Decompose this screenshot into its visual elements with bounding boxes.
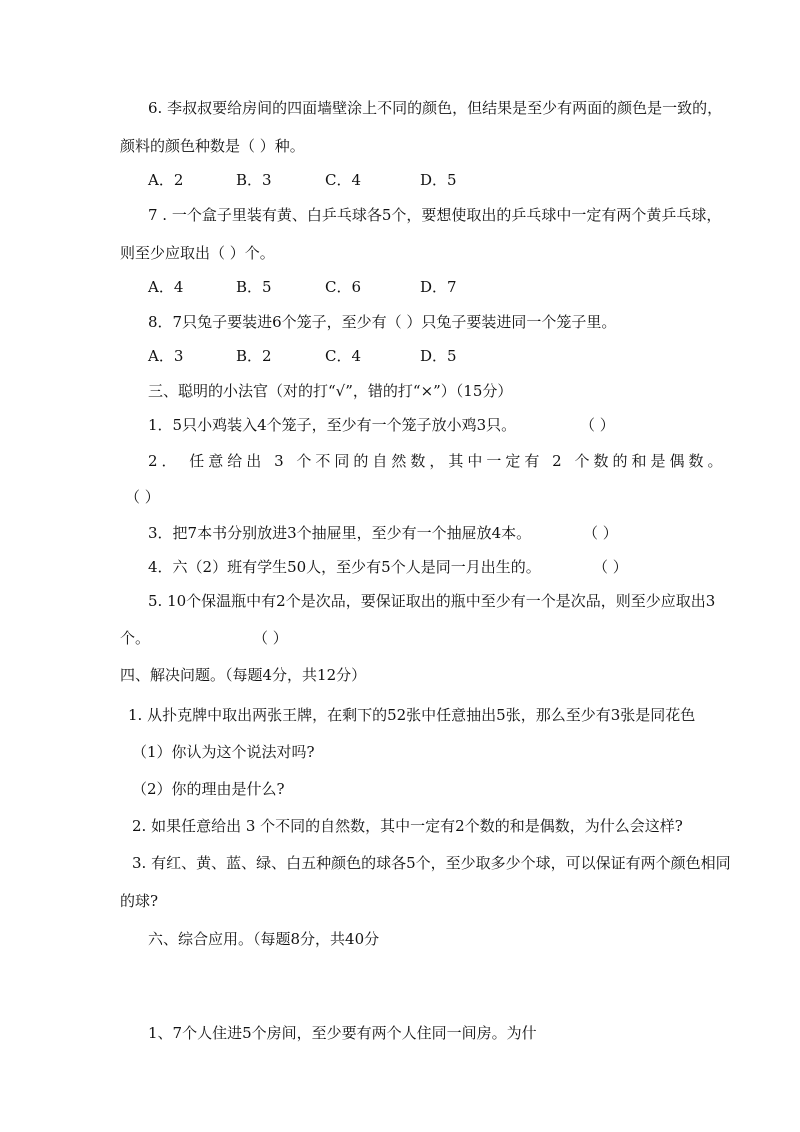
q8-line1: 8．7只兔子要装进6个笼子，至少有（ ）只兔子要装进同一个笼子里。 [148,313,617,331]
q7-option-c: C．6 [325,278,362,296]
s3-item3-blank: （ ） [583,524,618,542]
s3-item1-blank: （ ） [580,416,615,434]
s3-item2-text: 2． 任意给出 3 个不同的自然数，其中一定有 2 个数的和是偶数。 [148,452,727,470]
s4-q3-line2: 的球? [120,892,159,910]
s3-item5-text: 5. 10个保温瓶中有2个是次品，要保证取出的瓶中至少有一个是次品，则至少应取出3 [148,592,716,610]
s3-item4-blank: （ ） [593,558,628,576]
s4-q1a: （1）你认为这个说法对吗? [132,743,315,761]
q8-option-a: A．3 [148,347,184,365]
s3-item5-cont: 个。 [120,629,151,647]
q8-option-c: C．4 [325,347,362,365]
q7-option-b: B．5 [236,278,272,296]
s4-q1: 1. 从扑克牌中取出两张王牌，在剩下的52张中任意抽出5张，那么至少有3张是同花色 [128,706,696,724]
s3-item2-blank: （ ） [125,488,160,506]
q8-option-d: D．5 [420,347,457,365]
s3-item4-text: 4．六（2）班有学生50人，至少有5个人是同一月出生的。 [148,558,541,576]
s3-item3-text: 3．把7本书分别放进3个抽屉里，至少有一个抽屉放4本。 [148,524,532,542]
section6-title: 六、综合应用。（每题8分，共40分 [148,930,380,948]
s3-item1-text: 1．5只小鸡装入4个笼子，至少有一个笼子放小鸡3只。 [148,416,517,434]
q6-option-a: A．2 [148,171,184,189]
q6-line2: 颜料的颜色种数是（ ）种。 [120,137,305,155]
q7-line2: 则至少应取出（ ）个。 [120,244,275,262]
q6-option-d: D．5 [420,171,457,189]
s4-q2: 2. 如果任意给出 3 个不同的自然数，其中一定有2个数的和是偶数，为什么会这样? [132,817,683,835]
q7-option-d: D．7 [420,278,457,296]
s6-q1: 1、7个人住进5个房间，至少要有两个人住同一间房。为什 [148,1024,537,1042]
s3-item5-blank: （ ） [253,629,288,647]
section3-title: 三、聪明的小法官（对的打“√”，错的打“×”）（15分） [148,382,513,400]
q6-option-c: C．4 [325,171,362,189]
s4-q1b: （2）你的理由是什么? [132,780,285,798]
s4-q3-line1: 3. 有红、黄、蓝、绿、白五种颜色的球各5个，至少取多少个球，可以保证有两个颜色相同 [132,854,731,872]
q8-option-b: B．2 [236,347,272,365]
q6-option-b: B．3 [236,171,272,189]
section4-title: 四、解决问题。（每题4分，共12分） [120,666,367,684]
q7-option-a: A．4 [148,278,184,296]
q7-line1: 7 . 一个盒子里装有黄、白乒乓球各5个，要想使取出的乒乓球中一定有两个黄乒乓球， [148,206,722,224]
q6-line1: 6. 李叔叔要给房间的四面墙壁涂上不同的颜色，但结果是至少有两面的颜色是一致的， [148,99,723,117]
